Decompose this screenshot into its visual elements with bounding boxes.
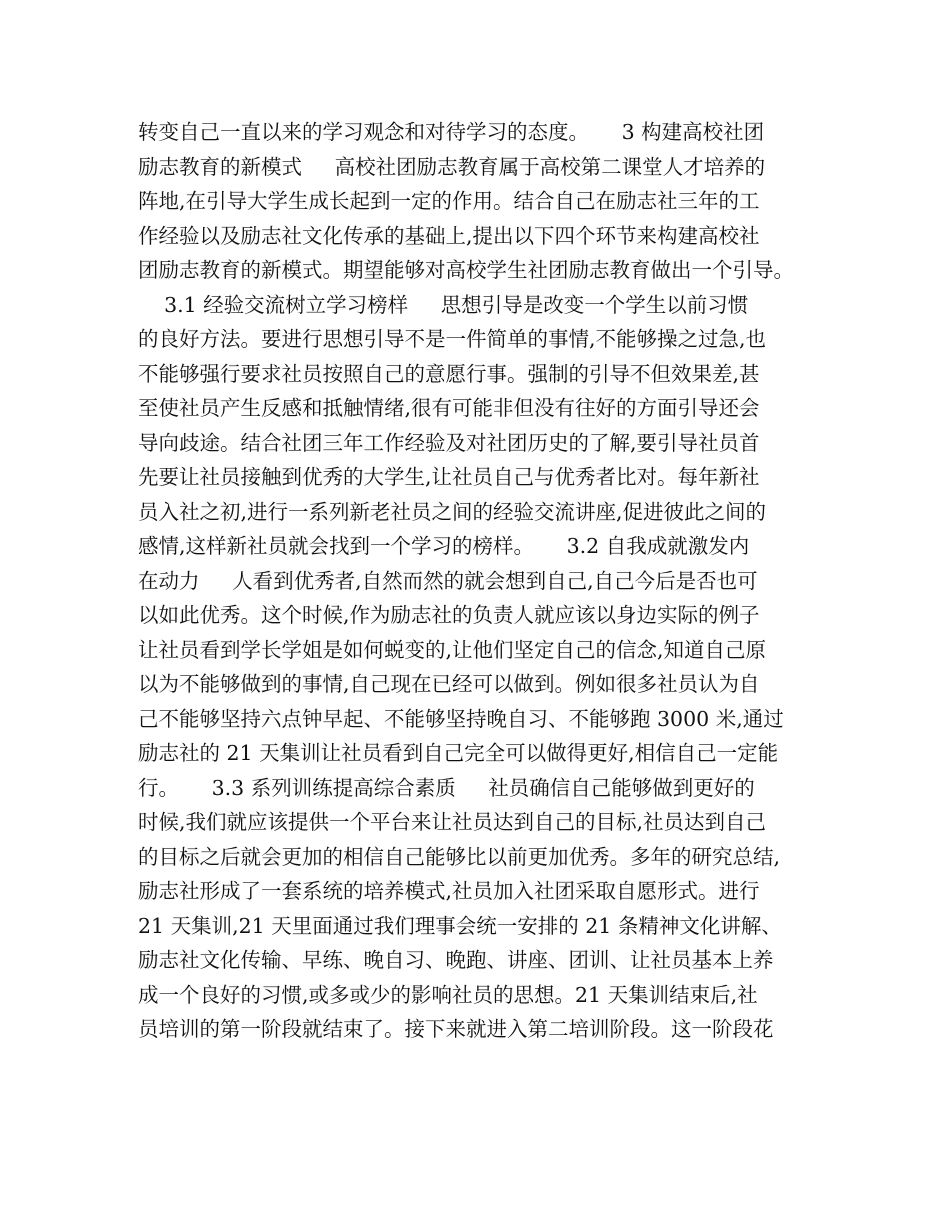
text-line: 员入社之初,进行一系列新老社员之间的经验交流讲座,促进彼此之间的 — [138, 499, 767, 524]
text-line: 不能够强行要求社员按照自己的意愿行事。强制的引导不但效果差,甚 — [138, 361, 760, 386]
text-line: 行。 3.3 系列训练提高综合素质 社员确信自己能够做到更好的 — [138, 775, 755, 800]
text-line: 以如此优秀。这个时候,作为励志社的负责人就应该以身边实际的例子 — [138, 603, 760, 627]
text-line: 团励志教育的新模式。期望能够对高校学生社团励志教育做出一个引导。 — [138, 258, 794, 282]
text-line: 至使社员产生反感和抵触情绪,很有可能非但没有往好的方面引导还会 — [138, 396, 760, 420]
text-line: 转变自己一直以来的学习观念和对待学习的态度。 3 构建高校社团 — [138, 120, 765, 144]
text-line: 3.1 经验交流树立学习榜样 思想引导是改变一个学生以前习惯 — [138, 292, 749, 317]
text-line: 在动力 人看到优秀者,自然而然的就会想到自己,自己今后是否也可 — [138, 568, 758, 593]
text-line: 励志社的 21 天集训让社员看到自己完全可以做得更好,相信自己一定能 — [138, 741, 779, 765]
text-line: 己不能够坚持六点钟早起、不能够坚持晚自习、不能够跑 3000 米,通过 — [138, 706, 784, 731]
text-line: 让社员看到学长学姐是如何蜕变的,让他们坚定自己的信念,知道自己原 — [138, 637, 767, 662]
text-line: 先要让社员接触到优秀的大学生,让社员自己与优秀者比对。每年新社 — [138, 465, 760, 489]
text-line: 励志教育的新模式 高校社团励志教育属于高校第二课堂人才培养的 — [138, 154, 766, 179]
text-line: 的良好方法。要进行思想引导不是一件简单的事情,不能够操之过急,也 — [138, 327, 767, 351]
text-line: 导向歧途。结合社团三年工作经验及对社团历史的了解,要引导社员首 — [138, 430, 760, 455]
text-line: 作经验以及励志社文化传承的基础上,提出以下四个环节来构建高校社 — [138, 223, 760, 248]
text-line: 21 天集训,21 天里面通过我们理事会统一安排的 21 条精神文化讲解、 — [138, 913, 782, 938]
text-line: 以为不能够做到的事情,自己现在已经可以做到。例如很多社员认为自 — [138, 672, 760, 696]
text-line: 时候,我们就应该提供一个平台来让社员达到自己的目标,社员达到自己 — [138, 810, 767, 834]
text-line: 励志社文化传输、早练、晚自习、晚跑、讲座、团训、让社员基本上养 — [138, 948, 774, 972]
text-line: 的目标之后就会更加的相信自己能够比以前更加优秀。多年的研究总结, — [138, 844, 781, 869]
text-line: 成一个良好的习惯,或多或少的影响社员的思想。21 天集训结束后,社 — [138, 982, 758, 1007]
body-text — [138, 115, 828, 1047]
text-line: 励志社形成了一套系统的培养模式,社员加入社团采取自愿形式。进行 — [138, 879, 760, 903]
text-line: 阵地,在引导大学生成长起到一定的作用。结合自己在励志社三年的工 — [138, 189, 760, 213]
text-line: 员培训的第一阶段就结束了。接下来就进入第二培训阶段。这一阶段花 — [138, 1017, 774, 1041]
text-line: 感情,这样新社员就会找到一个学习的榜样。 3.2 自我成就激发内 — [138, 534, 750, 558]
